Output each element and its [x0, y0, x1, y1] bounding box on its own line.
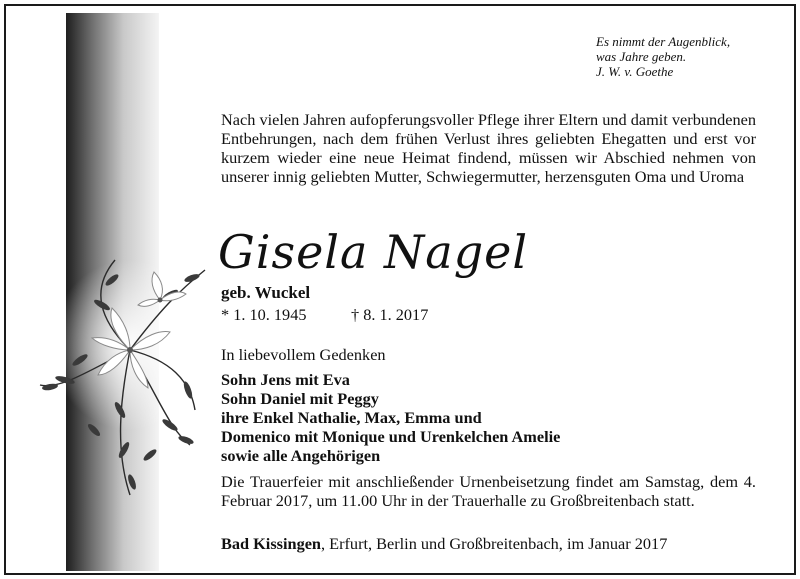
- quote-author: J. W. v. Goethe: [596, 64, 674, 79]
- deceased-name: Gisela Nagel: [218, 225, 529, 279]
- mourner-entry: Domenico mit Monique und Urenkelchen Amelie: [221, 427, 561, 446]
- memory-line: In liebevollem Gedenken: [221, 345, 386, 364]
- closing-line: [221, 534, 667, 554]
- quote-line: Es nimmt der Augenblick,: [596, 34, 731, 49]
- mourner-entry: ihre Enkel Nathalie, Max, Emma und: [221, 408, 482, 427]
- closing-rest: , Erfurt, Berlin und Großbreitenbach, im Januar 2017: [321, 534, 668, 553]
- birth-date: * 1. 10. 1945: [221, 305, 307, 324]
- mourner-entry: Sohn Daniel mit Peggy: [221, 389, 379, 408]
- mourner-entry: sowie alle Angehörigen: [221, 446, 381, 465]
- death-date: † 8. 1. 2017: [351, 305, 429, 324]
- life-dates: [221, 305, 428, 325]
- closing-place: Bad Kissingen: [221, 534, 321, 553]
- goethe-quote: [596, 34, 776, 79]
- maiden-name: geb. Wuckel: [221, 283, 311, 302]
- intro-paragraph: Nach vielen Jahren aufopferungsvoller Pflege ihrer Eltern und damit verbundenen Entbehrungen, nach dem frühen Verlust ihres geliebten Ehegatten und erst vor kurzem wieder eine neue Heimat findend, müssen wir Abschied nehmen von unserer innig geliebten Mutter, Schwiegermutter, herzensguten Oma und Uroma: [221, 110, 756, 186]
- quote-line: was Jahre geben.: [596, 49, 687, 64]
- funeral-paragraph: Die Trauerfeier mit anschließender Urnenbeisetzung findet am Samstag, dem 4. Februar 2017, um 11.00 Uhr in der Trauerhalle zu Großbreitenbach statt.: [221, 472, 756, 510]
- mourners-list: [221, 370, 560, 465]
- mourner-entry: Sohn Jens mit Eva: [221, 370, 350, 389]
- lily-bouquet-icon: [20, 250, 230, 500]
